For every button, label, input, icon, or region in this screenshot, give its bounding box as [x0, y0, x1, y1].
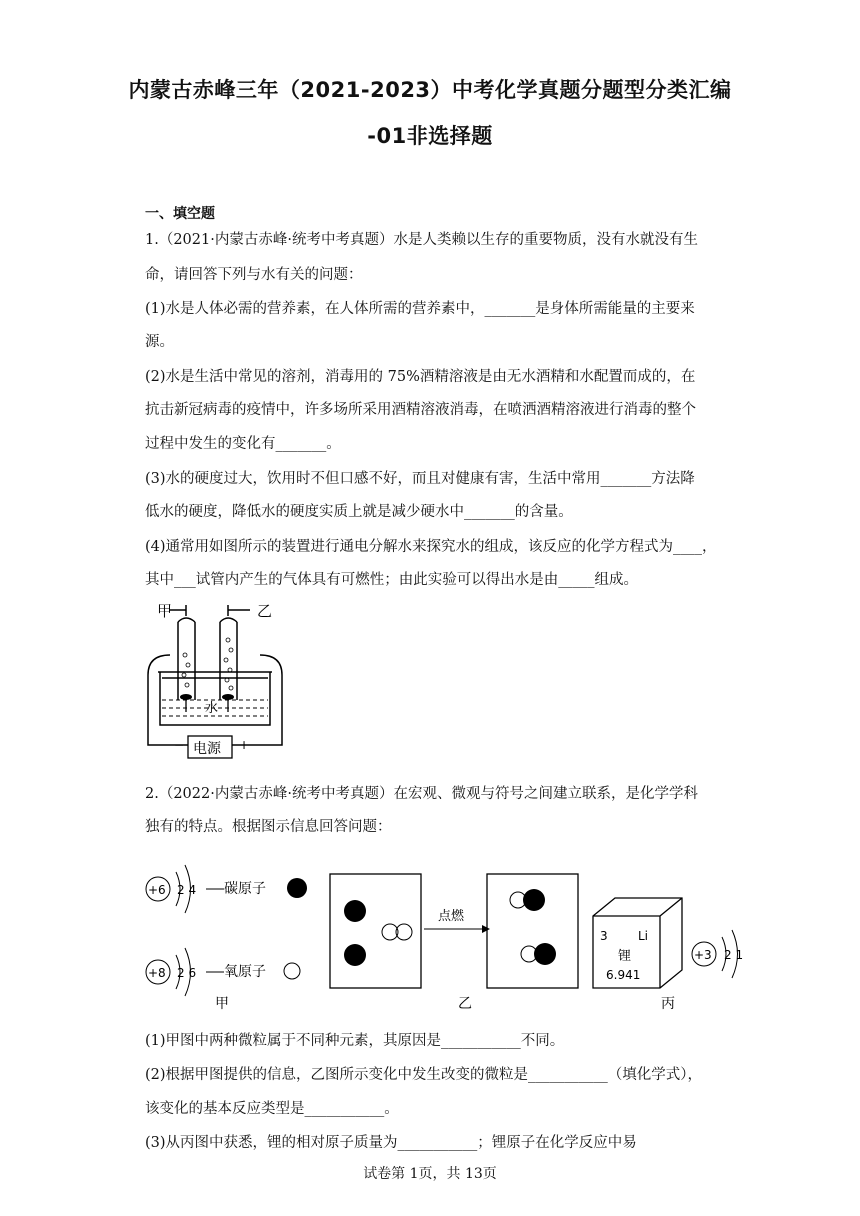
- li-symbol: Li: [638, 929, 649, 943]
- q1-line-7: 过程中发生的变化有_______。: [145, 436, 341, 452]
- q1-line-3: (1)水是人体必需的营养素，在人体所需的营养素中，_______是身体所需能量的主要来: [145, 301, 695, 317]
- plus-sign: +: [239, 738, 250, 752]
- page-footer: 试卷第 1页，共 13页: [363, 1166, 497, 1182]
- label-bing: 丙: [661, 996, 675, 1012]
- oxygen-label: 氧原子: [224, 964, 266, 980]
- li-number: 3: [600, 929, 608, 943]
- title-line-2: -01非选择题: [367, 124, 493, 148]
- li-name: 锂: [618, 949, 632, 964]
- carbon-shells: 2 4: [177, 883, 197, 897]
- li-shells: 2 1: [724, 948, 744, 962]
- carbon-nucleus: +6: [148, 883, 166, 897]
- label-jia-2: 甲: [215, 996, 229, 1012]
- power-label: 电源: [193, 741, 221, 757]
- li-mass: 6.941: [606, 968, 641, 982]
- q1-line-2: 命，请回答下列与水有关的问题：: [145, 267, 363, 283]
- q1-line-9: 低水的硬度，降低水的硬度实质上就是减少硬水中_______的含量。: [145, 504, 573, 520]
- q2-line-5: 该变化的基本反应类型是___________。: [145, 1101, 399, 1117]
- q2-line-1: 2.（2022·内蒙古赤峰·统考中考真题）在宏观、微观与符号之间建立联系，是化学学科: [145, 786, 698, 802]
- oxygen-shells: 2 6: [177, 966, 197, 980]
- q2-line-4: (2)根据甲图提供的信息，乙图所示变化中发生改变的微粒是___________（填化学式），: [145, 1067, 703, 1083]
- electrolysis-figure: [140, 600, 300, 765]
- q1-line-8: (3)水的硬度过大，饮用时不但口感不好，而且对健康有害，生活中常用_______方法降: [145, 471, 695, 487]
- label-jia: 甲: [157, 602, 173, 620]
- q1-line-6: 抗击新冠病毒的疫情中，许多场所采用酒精溶液消毒，在喷洒酒精溶液进行消毒的整个: [145, 402, 696, 418]
- q1-line-5: (2)水是生活中常见的溶剂，消毒用的 75%酒精溶液是由无水酒精和水配置而成的，在: [145, 369, 696, 385]
- minus-sign: −: [174, 738, 185, 752]
- q2-line-2: 独有的特点。根据图示信息回答问题：: [145, 819, 392, 835]
- section-heading: 一、填空题: [145, 206, 215, 222]
- label-yi: 乙: [257, 602, 273, 620]
- carbon-label: 碳原子: [224, 881, 266, 897]
- q1-line-1: 1.（2021·内蒙古赤峰·统考中考真题）水是人类赖以生存的重要物质，没有水就没有生: [145, 232, 698, 248]
- q1-line-4: 源。: [145, 334, 174, 350]
- q2-line-3: (1)甲图中两种微粒属于不同种元素，其原因是___________不同。: [145, 1033, 565, 1049]
- q1-line-11: 其中___试管内产生的气体具有可燃性；由此实验可以得出水是由_____组成。: [145, 572, 638, 588]
- q1-line-10: (4)通常用如图所示的装置进行通电分解水来探究水的组成，该反应的化学方程式为____，: [145, 539, 717, 555]
- q2-line-6: (3)从丙图中获悉，锂的相对原子质量为___________；锂原子在化学反应中易: [145, 1135, 637, 1151]
- water-label: 水: [205, 701, 219, 716]
- arrow-label: 点燃: [438, 909, 465, 924]
- label-yi-2: 乙: [458, 996, 472, 1012]
- atom-reaction-figure: [140, 850, 760, 1020]
- li-nucleus: +3: [694, 948, 712, 962]
- oxygen-nucleus: +8: [148, 966, 166, 980]
- title-line-1: 内蒙古赤峰三年（2021-2023）中考化学真题分题型分类汇编: [128, 78, 732, 102]
